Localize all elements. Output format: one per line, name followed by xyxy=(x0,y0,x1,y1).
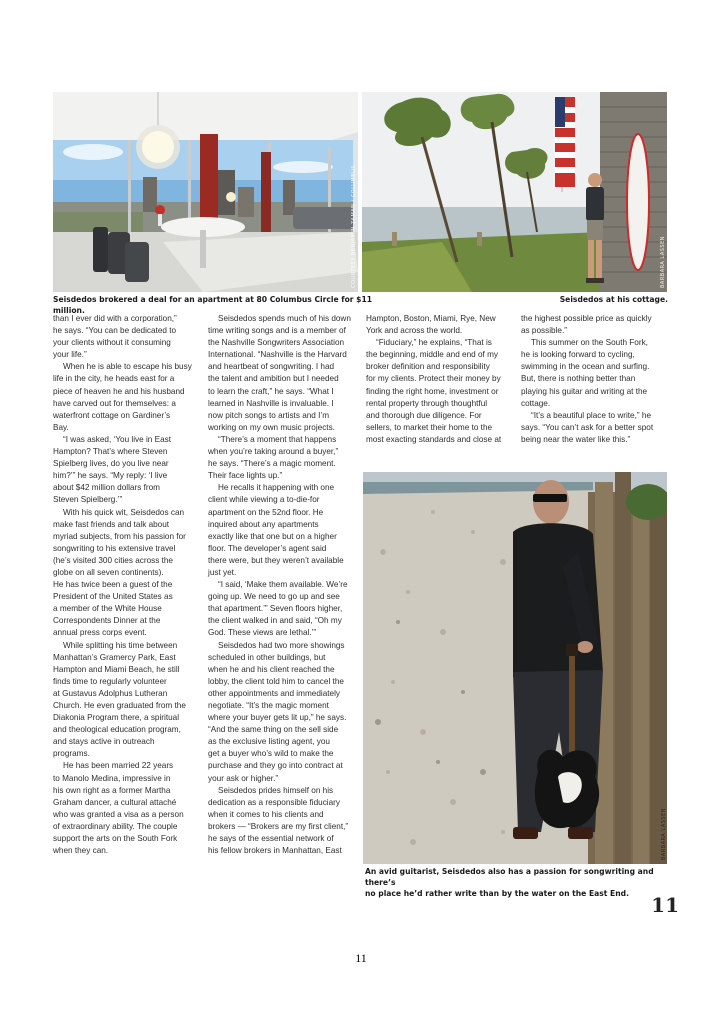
line: broker definition and responsibility xyxy=(366,362,490,372)
line: Hampton and Miami Beach, he still xyxy=(53,664,180,674)
line: he says. “There’s a magic moment. xyxy=(208,459,336,469)
line: your clients without it consuming xyxy=(53,338,171,348)
line: Manhattan’s Gramercy Park, East xyxy=(53,652,176,662)
line: as the exclusive listing agent, you xyxy=(208,737,330,747)
line: where your buyer gets lit up,” he says. xyxy=(208,713,347,723)
line: This summer on the South Fork, xyxy=(531,338,648,348)
line: client while viewing a to-die-for xyxy=(208,495,320,505)
line: Seisdedos spends much of his down xyxy=(218,314,351,323)
line: “It’s a beautiful place to write,” he xyxy=(531,410,651,420)
line: “I said, ‘Make them available. We’re xyxy=(218,580,348,590)
line: now pitch songs to artists and I’m xyxy=(208,410,330,420)
apartment-photo xyxy=(53,92,358,292)
line: While splitting his time between xyxy=(63,640,178,650)
line: life in the city, he heads east for a xyxy=(53,374,175,384)
cottage-photo-caption: Seisdedos at his cottage. xyxy=(559,295,668,304)
line: for my clients. Protect their money by xyxy=(366,374,501,384)
line: scheduled in other buildings, but xyxy=(208,652,326,662)
line: playing his guitar and writing at the xyxy=(521,386,648,396)
page-number: 11 xyxy=(355,951,367,965)
line: rental property through thoughtful xyxy=(366,398,488,408)
cottage-photo-art xyxy=(362,92,667,292)
line: to Manolo Medina, impressive in xyxy=(53,773,171,783)
guitar-photo-art xyxy=(363,472,667,864)
guitar-photo-credit: BARBARA LASSEN xyxy=(661,807,667,860)
line: programs. xyxy=(53,749,90,759)
line: your life.” xyxy=(53,350,87,360)
guitar-caption-line-2: no place he’d rather write than by the water on the East End. xyxy=(365,889,629,898)
apartment-photo-caption: Seisdedos brokered a deal for an apartment at 80 Columbus Circle for $11 million. xyxy=(53,295,373,315)
line: President of the United States as xyxy=(53,592,173,602)
line: as possible.” xyxy=(521,326,567,336)
line: a member of the White House xyxy=(53,604,162,614)
line: his own right as a former Martha xyxy=(53,785,171,795)
line: and stays active in outreach xyxy=(53,737,155,747)
apartment-photo-art xyxy=(53,92,358,292)
line: get a buyer who’s wild to make the xyxy=(208,749,334,759)
line: the Nashville Songwriters Association xyxy=(208,338,345,348)
line: just yet. xyxy=(208,567,237,577)
line: “There’s a moment that happens xyxy=(218,434,337,444)
column-4 xyxy=(521,313,671,446)
line: about $42 million dollars from xyxy=(53,483,160,493)
line: than I ever did with a corporation,” xyxy=(53,314,177,323)
line: him?’” he says. “My reply: ‘I live xyxy=(53,471,168,481)
line: annual press corps event. xyxy=(53,628,147,638)
line: exactly like that one but on a higher xyxy=(208,531,337,541)
apartment-photo-credit: COURTESY BENJAMIN ZAMAN / COLUMBUS xyxy=(351,165,357,288)
cottage-photo xyxy=(362,92,667,292)
line: brokers — “Brokers are my first client,” xyxy=(208,821,349,831)
line: Their face lights up.” xyxy=(208,471,283,481)
line: your ask or higher.” xyxy=(208,773,279,783)
line: York and across the world. xyxy=(366,326,463,336)
guitar-caption-line-1: An avid guitarist, Seisdedos also has a passion for songwriting and there’s xyxy=(365,867,654,887)
line: when he and his client reached the xyxy=(208,664,335,674)
line: finding the right home, investment or xyxy=(366,386,499,396)
line: Spielberg lives, do you live near xyxy=(53,459,169,469)
line: globe on all seven continents). xyxy=(53,567,164,577)
line: inquired about any apartments xyxy=(208,519,319,529)
line: make fast friends and talk about xyxy=(53,519,170,529)
line: sellers, to market their home to the xyxy=(366,422,493,432)
line: Graham dancer, a cultural attaché xyxy=(53,797,177,807)
line: Bay. xyxy=(53,422,69,432)
line: of extraordinary ability. The couple xyxy=(53,821,178,831)
line: Correspondents Dinner at the xyxy=(53,616,161,626)
line: cottage. xyxy=(521,398,551,408)
line: dedication as a responsible fiduciary xyxy=(208,797,340,807)
line: When he is able to escape his busy xyxy=(63,362,192,372)
line: Steven Spielberg.’” xyxy=(53,495,123,505)
line: have carved out for themselves: a xyxy=(53,398,176,408)
line: his fellow brokers in Manhattan, East xyxy=(208,846,342,856)
line: floor. The developer’s agent said xyxy=(208,543,327,553)
line: when it comes to his clients and xyxy=(208,809,324,819)
line: But, there is nothing better than xyxy=(521,374,636,384)
line: at Gustavus Adolphus Lutheran xyxy=(53,688,168,698)
line: Seisdedos had two more showings xyxy=(218,640,345,650)
line: He recalls it happening with one xyxy=(218,483,335,493)
line: “Fiduciary,” he explains, “That is xyxy=(376,338,492,348)
line: With his quick wit, Seisdedos can xyxy=(63,507,185,517)
line: learned in Nashville is invaluable. I xyxy=(208,398,334,408)
line: when they can. xyxy=(53,846,109,856)
line: negotiate. “It’s the magic moment xyxy=(208,701,329,710)
line: that apartment.’” Seven floors higher, xyxy=(208,604,343,614)
line: Church. He even graduated from the xyxy=(53,701,186,710)
line: when you’re taking around a buyer,” xyxy=(208,447,339,457)
line: songwriting to his extensive travel xyxy=(53,543,176,553)
line: Seisdedos prides himself on his xyxy=(218,785,334,795)
line: He has been married 22 years xyxy=(63,761,174,771)
line: the beginning, middle and end of my xyxy=(366,350,498,360)
line: the talent and ambition but I needed xyxy=(208,374,339,384)
line: the client walked in and said, “Oh my xyxy=(208,616,342,626)
line: “I was asked, ‘You live in East xyxy=(63,434,172,444)
line: time writing songs and is a member of xyxy=(208,326,346,336)
line: lobby, the client told him to cancel the xyxy=(208,676,344,686)
line: swimming in the ocean and surfing. xyxy=(521,362,650,372)
column-1 xyxy=(53,313,203,857)
line: and heartbeat of songwriting. I had xyxy=(208,362,335,372)
line: finds time to regularly volunteer xyxy=(53,676,167,686)
line: being near the water like this.” xyxy=(521,434,631,444)
line: purchase and they go into contract at xyxy=(208,761,343,771)
guitar-photo-caption xyxy=(365,866,675,899)
folio-page-number: 11 xyxy=(651,893,679,917)
line: the highest possible price as quickly xyxy=(521,314,652,323)
line: Hampton? That’s where Steven xyxy=(53,447,168,457)
column-2 xyxy=(208,313,363,857)
line: he says. “You can be dedicated to xyxy=(53,326,177,336)
line: working on my own music projects. xyxy=(208,422,335,432)
line: support the arts on the South Fork xyxy=(53,834,178,844)
line: going up. We need to go up and see xyxy=(208,592,340,602)
guitar-photo xyxy=(363,472,667,864)
line: waterfront cottage on Gardiner’s xyxy=(53,410,171,420)
line: to learn the craft,” he says. “What I xyxy=(208,386,334,396)
line: apartment on the 52nd floor. He xyxy=(208,507,324,517)
line: “And the same thing on the sell side xyxy=(208,725,339,735)
line: he says of the essential network of xyxy=(208,834,334,844)
line: there were, but they weren’t available xyxy=(208,555,344,565)
line: Hampton, Boston, Miami, Rye, New xyxy=(366,314,496,323)
line: most exacting standards and close at xyxy=(366,434,502,444)
line: He has twice been a guest of the xyxy=(53,580,173,590)
line: myriad subjects, from his passion for xyxy=(53,531,186,541)
line: who was granted a visa as a person xyxy=(53,809,184,819)
cottage-photo-credit: BARBARA LASSEN xyxy=(660,235,666,288)
column-3 xyxy=(366,313,516,446)
line: International. “Nashville is the Harvard xyxy=(208,350,347,360)
line: God. These views are lethal.’” xyxy=(208,628,317,638)
line: piece of heaven he and his husband xyxy=(53,386,185,396)
line: and theological education program, xyxy=(53,725,181,735)
line: other appointments and immediately xyxy=(208,688,340,698)
line: and thorough due diligence. For xyxy=(366,410,482,420)
line: (he’s visited 300 cities across the xyxy=(53,555,173,565)
line: Diakonia Program there, a spiritual xyxy=(53,713,180,723)
line: says. “You can’t ask for a better spot xyxy=(521,422,654,432)
line: he is looking forward to cycling, xyxy=(521,350,635,360)
